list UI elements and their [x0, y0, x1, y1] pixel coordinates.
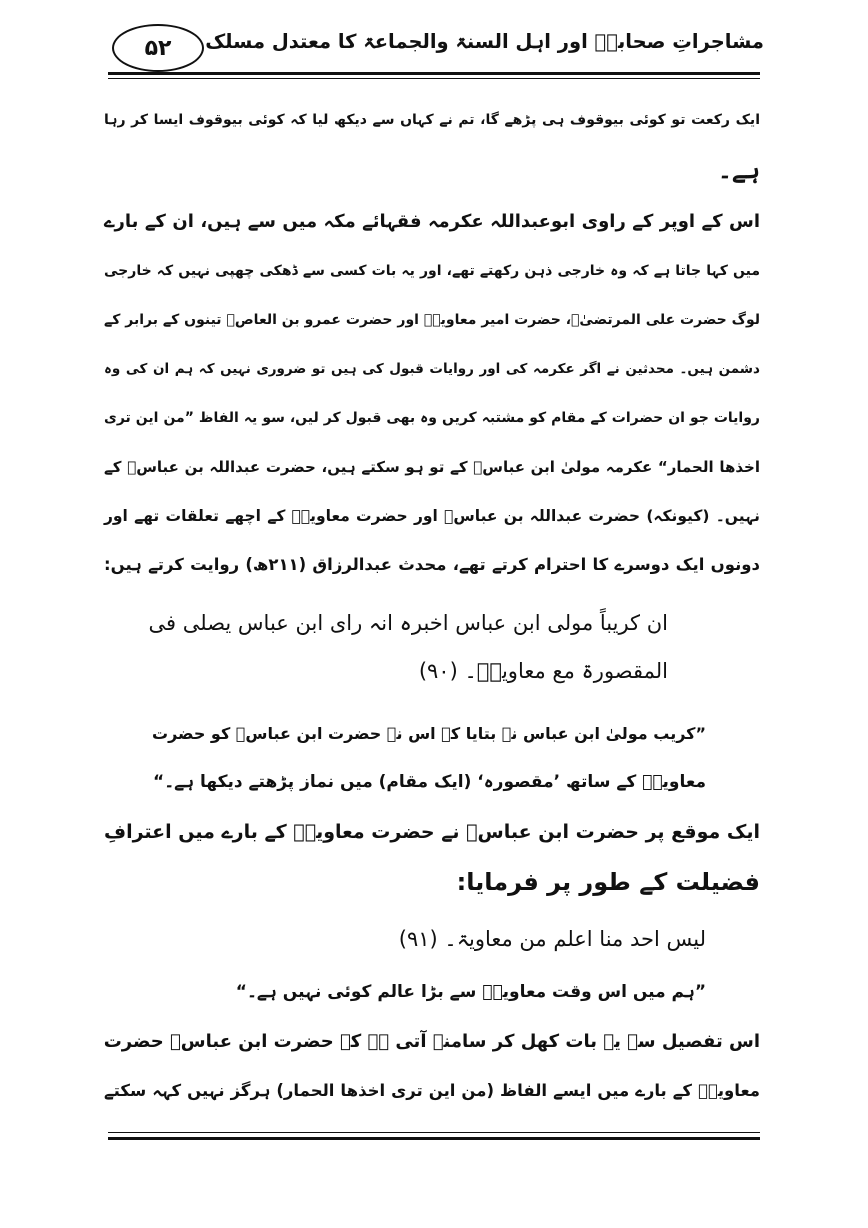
page-number: ۵۲ — [112, 24, 204, 72]
body-line: فضیلت کے طور پر فرمایا: — [456, 868, 760, 896]
body-line: معاویہؓ کے بارے میں ایسے الفاظ (من این تری اخذھا الحمار) ہرگز نہیں کہہ سکتے — [104, 1081, 760, 1100]
translation-line: معاویہؓ کے ساتھ ’مقصورہ‘ (ایک مقام) میں نماز پڑھتے دیکھا ہے۔“ — [153, 772, 706, 792]
arabic-quote-line: ان کریباً مولی ابن عباس اخبرہ انہ رای ابن عباس یصلی فی — [148, 611, 668, 635]
body-line: دشمن ہیں۔ محدثین نے اگر عکرمہ کی اور روایات قبول کی ہیں تو ضروری نہیں کہ ہم ان کی وہ — [104, 361, 760, 377]
arabic-quote-line: المقصورۃ مع معاویۃؓ۔ (۹۰) — [418, 659, 668, 683]
body-line: ایک رکعت تو کوئی بیوقوف ہی پڑھے گا، تم نے کہاں سے دیکھ لیا کہ کوئی بیوقوف ایسا کر رہا — [104, 112, 760, 128]
footer-rule-thin — [108, 1132, 760, 1133]
header-rule-thick — [108, 72, 760, 75]
footer-rule-thick — [108, 1137, 760, 1140]
body-line: اخذھا الحمار“ عکرمہ مولیٰ ابن عباسؓ کے تو ہو سکتے ہیں، حضرت عبداللہ بن عباسؓ کے — [104, 458, 760, 476]
translation-line: ”ہم میں اس وقت معاویہؓ سے بڑا عالم کوئی نہیں ہے۔“ — [235, 982, 706, 1002]
body-line: اس کے اوپر کے راوی ابوعبداللہ عکرمہ فقہائے مکہ میں سے ہیں، ان کے بارے — [104, 211, 760, 232]
arabic-quote-line: لیس احد منا اعلم من معاویۃ۔ (۹۱) — [398, 927, 706, 951]
body-line: لوگ حضرت علی المرتضیٰؓ، حضرت امیر معاویہؓ اور حضرت عمرو بن العاصؓ تینوں کے برابر کے — [104, 312, 760, 328]
body-line: دونوں ایک دوسرے کا احترام کرتے تھے، محدث عبدالرزاق (۲۱۱ھ) روایت کرتے ہیں: — [104, 555, 760, 574]
body-line: نہیں۔ (کیونکہ) حضرت عبداللہ بن عباسؓ اور حضرت معاویہؓ کے اچھے تعلقات تھے اور — [104, 507, 760, 525]
body-line: میں کہا جاتا ہے کہ وہ خارجی ذہن رکھتے تھے، اور یہ بات کسی سے ڈھکی چھپی نہیں کہ خارجی — [104, 263, 760, 279]
body-line: اس تفصیل سے یہ بات کھل کر سامنے آتی ہے کہ حضرت ابن عباسؓ حضرت — [103, 1031, 760, 1052]
body-line: روایات جو ان حضرات کے مقام کو مشتبہ کریں وہ بھی قبول کر لیں، سو یہ الفاظ ”من این تری — [104, 410, 760, 426]
running-header-title: مشاجراتِ صحابہؓ اور اہل السنۃ والجماعۃ کا معتدل مسلک — [205, 30, 764, 53]
header-rule-thin — [108, 78, 760, 79]
body-line: ایک موقع پر حضرت ابن عباسؓ نے حضرت معاویہؓ کے بارے میں اعترافِ — [104, 821, 760, 843]
body-line: ہے۔ — [717, 156, 760, 184]
translation-line: ”کریب مولیٰ ابن عباس نے بتایا کہ اس نے حضرت ابن عباسؓ کو حضرت — [152, 724, 706, 743]
